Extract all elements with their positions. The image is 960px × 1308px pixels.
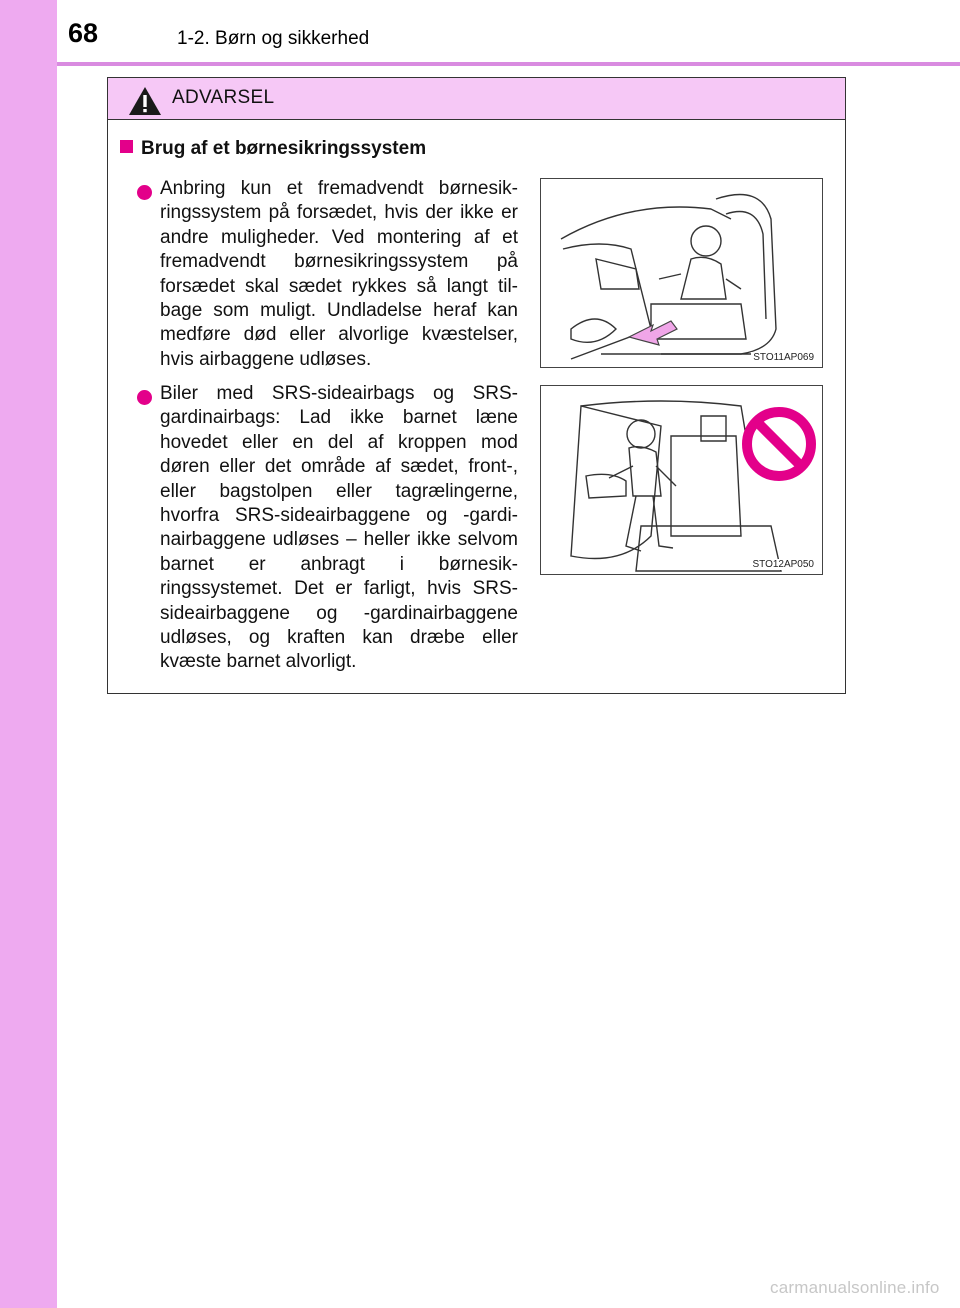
bullet-dot-icon <box>137 185 152 200</box>
warning-box <box>107 77 846 694</box>
child-seat-illustration <box>541 179 822 367</box>
square-bullet-icon <box>120 140 133 153</box>
figure-code: STO11AP069 <box>753 352 814 363</box>
warning-triangle-icon <box>128 86 162 116</box>
header-divider <box>57 62 960 66</box>
warning-subheading <box>120 138 426 160</box>
side-strip <box>0 0 57 1308</box>
page-number: 68 <box>68 18 99 48</box>
warning-header <box>108 78 845 120</box>
section-title: 1-2. Børn og sikkerhed <box>177 28 370 49</box>
figure-code: STO12AP050 <box>752 559 814 570</box>
child-leaning-illustration <box>541 386 822 574</box>
warning-subheading-text: Brug af et børnesikringssystem <box>141 138 427 159</box>
warning-label: ADVARSEL <box>172 87 275 108</box>
warning-item-text: Biler med SRS-sideairbags og SRS-gardinairbags: Lad ikke barnet læne hovedet eller en del af kroppen mod døren eller det område af sædet, front-, eller bagstolpen eller tagrælingerne, hvorfra SRS-sideairbaggene og -gardi-nairbaggene udløses – heller ikke selvom barnet er anbragt i børnesik-ringssystemet. Det er farligt, hvis SRS-sideairbaggene og -gardinairbaggene udløses, og kraften kan dræbe eller kvæste barnet alvorligt. <box>160 383 518 673</box>
figure-no-leaning-on-door <box>540 385 823 575</box>
figure-child-seat-forward <box>540 178 823 368</box>
watermark: carmanualsonline.info <box>770 1278 940 1297</box>
bullet-dot-icon <box>137 390 152 405</box>
warning-item-text: Anbring kun et fremadvendt børnesik-ringssystem på forsædet, hvis der ikke er andre muligheder. Ved montering af et fremadvendt børnesikringssystem på forsædet skal sædet rykkes så langt til-bage som muligt. Undladelse heraf kan medføre død eller alvorlige kvæstelser, hvis airbaggene udløses. <box>160 178 518 370</box>
